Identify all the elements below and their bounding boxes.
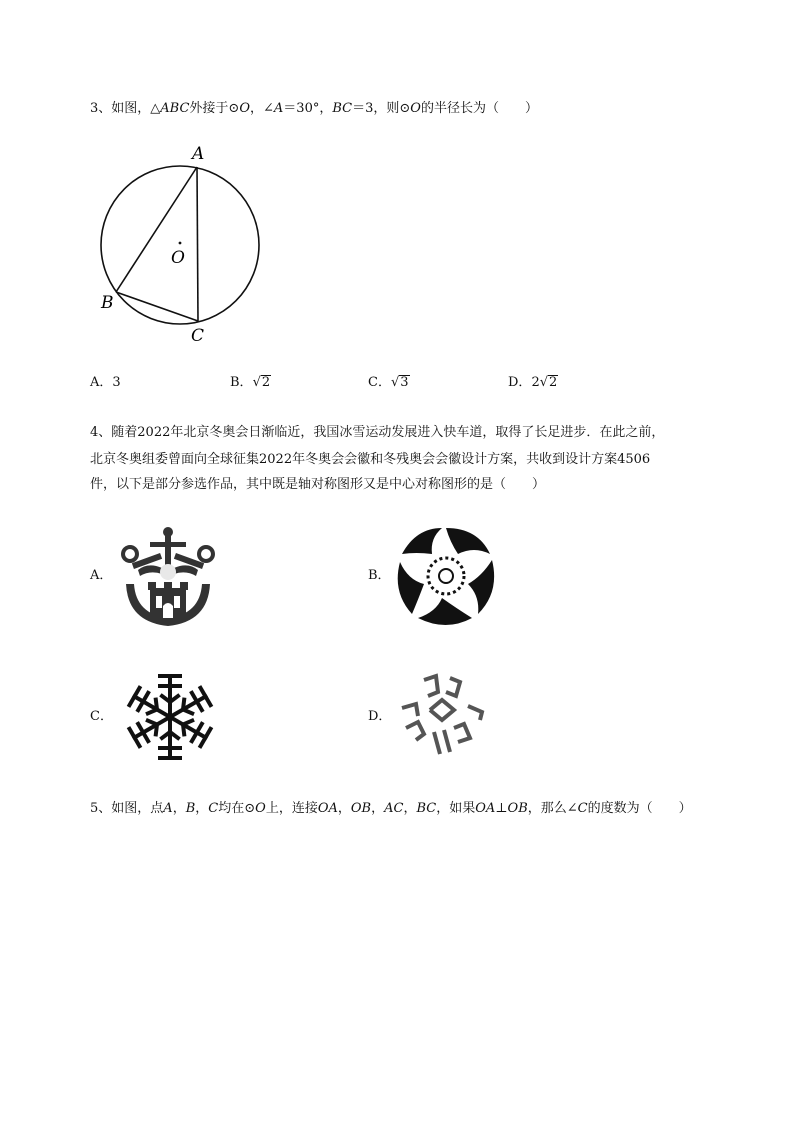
q3-option-b[interactable]: B．√2 bbox=[230, 375, 271, 390]
q4-option-d-label[interactable]: D． bbox=[368, 709, 392, 724]
q3-option-d[interactable]: D．2√2 bbox=[508, 375, 558, 390]
q3-number: 3、 bbox=[90, 101, 112, 116]
q4-option-b-label[interactable]: B． bbox=[368, 568, 391, 583]
segment-ac bbox=[197, 167, 198, 321]
emblem-flower-swirl-icon[interactable] bbox=[394, 524, 498, 628]
emblem-snowflake-greatwall-icon[interactable] bbox=[118, 522, 218, 630]
emblem-chinese-glyph-snowflake-icon[interactable] bbox=[394, 670, 490, 760]
segment-bc bbox=[116, 292, 198, 321]
q5-number: 5、 bbox=[90, 801, 112, 816]
circle-o bbox=[101, 166, 259, 324]
label-o: O bbox=[171, 248, 185, 268]
q3-stem: 3、如图，△ABC外接于⊙O，∠A＝30°，BC＝3，则⊙O的半径长为（ ） bbox=[90, 101, 538, 116]
q3-option-a[interactable]: A．3 bbox=[90, 375, 121, 390]
label-c: C bbox=[191, 326, 205, 346]
q5-stem: 5、如图，点A，B，C均在⊙O上，连接OA，OB，AC，BC，如果OA⊥OB，那么∠C的度数为（ ） bbox=[90, 801, 692, 816]
q4-stem-line3: 件，以下是部分参选作品，其中既是轴对称图形又是中心对称图形的是（ ） bbox=[90, 477, 546, 492]
q4-stem-line2: 北京冬奥组委曾面向全球征集2022年冬奥会会徽和冬残奥会会徽设计方案，共收到设计方案4506 bbox=[90, 452, 651, 467]
q3-circle-figure bbox=[90, 135, 275, 350]
label-a: A bbox=[192, 144, 205, 164]
q4-option-a-label[interactable]: A． bbox=[90, 568, 113, 583]
label-b: B bbox=[101, 293, 114, 313]
q4-option-c-label[interactable]: C． bbox=[90, 709, 113, 724]
emblem-snowflake-icon[interactable] bbox=[122, 668, 218, 766]
q3-option-c[interactable]: C．√3 bbox=[368, 375, 409, 390]
q4-stem-line1: 4、随着2022年北京冬奥会日渐临近，我国冰雪运动发展进入快车道，取得了长足进步．在此之前， bbox=[90, 425, 665, 440]
center-point-o bbox=[179, 242, 182, 245]
